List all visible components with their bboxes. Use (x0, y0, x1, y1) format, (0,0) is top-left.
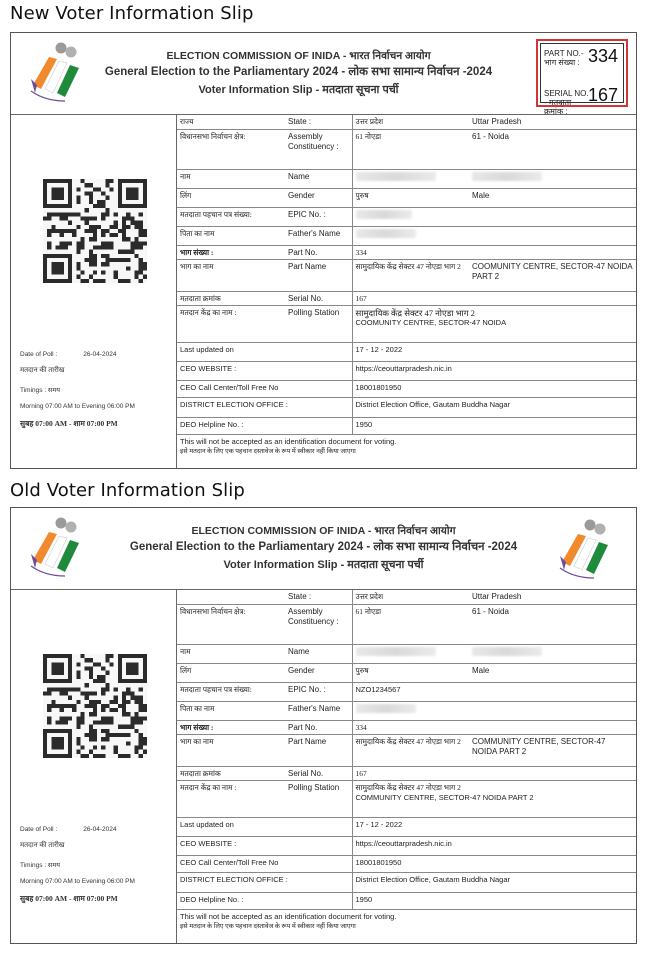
station-en-value: COOMUNITY CENTRE, SECTOR-47 NOIDA (355, 317, 507, 327)
state-en-value: Uttar Pradesh (469, 590, 636, 604)
part-name-en-value: COOMUNITY CENTRE, SECTOR-47 NOIDA PART 2 (469, 259, 636, 291)
state-en-label: State : (280, 590, 352, 604)
old-slip-heading: Old Voter Information Slip (10, 480, 245, 501)
updated-value: 17 - 12 - 2022 (352, 342, 636, 361)
row-helpline (177, 417, 636, 434)
constituency-hi-value: 61 नोएडा (352, 604, 469, 644)
epic-value-redacted (352, 207, 469, 226)
header-line-2: General Election to the Parliamentary 2024 - लोक सभा सामान्य निर्वाचन -2024 (129, 541, 518, 553)
station-en-value: COMMUNITY CENTRE, SECTOR-47 NOIDA PART 2 (355, 792, 534, 802)
row-polling-station (177, 780, 636, 817)
row-constituency (177, 604, 636, 644)
name-en-value-redacted (469, 169, 636, 188)
serial-row-value: 167 (352, 291, 469, 305)
gender-en-value: Male (469, 663, 636, 682)
epic-value: NZO1234567 (352, 682, 469, 701)
callcenter-label: CEO Call Center/Toll Free No (177, 380, 352, 397)
note-english: This will not be accepted as an identification document for voting. (180, 911, 397, 921)
new-slip-heading: New Voter Information Slip (10, 3, 254, 24)
gender-en-label: Gender (280, 188, 352, 207)
part-name-hi-value: सामुदायिक केंद्र सेक्टर 47 नोएडा भाग 2 (352, 259, 469, 291)
epic-en-label: EPIC No. : (280, 682, 352, 701)
date-of-poll-value: 26-04-2024 (83, 826, 117, 833)
voter-details-table (177, 115, 636, 458)
part-no-en-label: Part No. (280, 720, 352, 734)
row-district (177, 397, 636, 417)
district-label: DISTRICT ELECTION OFFICE : (177, 397, 352, 417)
helpline-label: DEO Helpline No. : (177, 417, 352, 434)
timings-english: Morning 07:00 AM to Evening 06:00 PM (20, 878, 135, 885)
left-panel (11, 590, 177, 943)
gender-hi-label: लिंग (177, 188, 280, 207)
row-epic (177, 682, 636, 701)
helpline-value: 1950 (352, 417, 636, 434)
part-name-en-label: Part Name (280, 259, 352, 291)
row-name (177, 644, 636, 663)
name-hi-value-redacted (352, 644, 469, 663)
name-en-value-redacted (469, 644, 636, 663)
father-value-redacted (352, 701, 469, 720)
header-line-1: ELECTION COMMISSION OF INIDA - भारत निर्वाचन आयोग (191, 525, 456, 537)
district-value: District Election Office, Gautam Buddha Nagar (352, 397, 636, 417)
row-helpline (177, 892, 636, 909)
state-hi-value: उत्तर प्रदेश (352, 590, 469, 604)
serial-row-value: 167 (352, 766, 469, 780)
header-line-3: Voter Information Slip - मतदाता सूचना पर्ची (223, 559, 424, 571)
row-father (177, 226, 636, 245)
updated-label: Last updated on (177, 817, 352, 836)
note-cell (177, 909, 636, 933)
row-note (177, 434, 636, 458)
row-part-name (177, 734, 636, 766)
name-hi-label: नाम (177, 169, 280, 188)
constituency-en-value: 61 - Noida (469, 129, 636, 169)
part-no-en-label: Part No. (280, 245, 352, 259)
part-no-row-value: 334 (352, 245, 469, 259)
constituency-en-label: Assembly Constituency : (280, 604, 352, 644)
note-english: This will not be accepted as an identification document for voting. (180, 436, 397, 446)
date-of-poll-hindi: मतदान की तारीख (20, 366, 65, 374)
serial-hi-label: मतदाता क्रमांक (177, 766, 280, 780)
row-website (177, 836, 636, 855)
website-label: CEO WEBSITE : (177, 361, 352, 380)
constituency-en-label: Assembly Constituency : (280, 129, 352, 169)
constituency-hi-label: विधानसभा निर्वाचन क्षेत्र: (177, 604, 280, 644)
row-district (177, 872, 636, 892)
gender-en-value: Male (469, 188, 636, 207)
epic-hi-label: मतदाता पहचान पत्र संख्या: (177, 207, 280, 226)
serial-en-label: Serial No. (280, 766, 352, 780)
row-state (177, 115, 636, 129)
old-voter-slip (10, 507, 637, 944)
row-updated (177, 817, 636, 836)
callcenter-value: 18001801950 (352, 380, 636, 397)
row-website (177, 361, 636, 380)
serial-en-label: Serial No. (280, 291, 352, 305)
helpline-value: 1950 (352, 892, 636, 909)
state-en-value: Uttar Pradesh (469, 115, 636, 129)
note-hindi: इसे मतदान के लिए एक पहचान दस्तावेज के रूप में स्वीकार नहीं किया जाएगा (180, 447, 356, 455)
note-hindi: इसे मतदान के लिए एक पहचान दस्तावेज के रूप में स्वीकार नहीं किया जाएगा (180, 922, 356, 930)
row-polling-station (177, 305, 636, 342)
constituency-en-value: 61 - Noida (469, 604, 636, 644)
district-label: DISTRICT ELECTION OFFICE : (177, 872, 352, 892)
date-of-poll-value: 26-04-2024 (83, 351, 117, 358)
gender-hi-label: लिंग (177, 663, 280, 682)
new-voter-slip (10, 32, 637, 469)
callcenter-label: CEO Call Center/Toll Free No (177, 855, 352, 872)
father-hi-label: पिता का नाम (177, 226, 280, 245)
row-part-no (177, 720, 636, 734)
callcenter-value: 18001801950 (352, 855, 636, 872)
name-hi-label: नाम (177, 644, 280, 663)
note-cell (177, 434, 636, 458)
part-no-label: PART NO.- भाग संख्या : (544, 49, 584, 67)
gender-hi-value: पुरुष (352, 663, 469, 682)
row-part-no (177, 245, 636, 259)
timings-label: Timings : समय (20, 387, 60, 394)
epic-hi-label: मतदाता पहचान पत्र संख्या: (177, 682, 280, 701)
part-name-en-value: COMMUNITY CENTRE, SECTOR-47 NOIDA PART 2 (469, 734, 636, 766)
gender-en-label: Gender (280, 663, 352, 682)
serial-no-label: SERIAL NO. - मतदाता क्रमांक : (544, 89, 589, 116)
father-en-label: Father's Name (280, 226, 352, 245)
row-updated (177, 342, 636, 361)
row-callcenter (177, 380, 636, 397)
header-line-2: General Election to the Parliamentary 2024 - लोक सभा सामान्य निर्वाचन -2024 (104, 66, 493, 78)
row-state (177, 590, 636, 604)
part-no-value: 334 (587, 46, 618, 66)
row-father (177, 701, 636, 720)
qr-code-icon (43, 654, 147, 758)
station-hi-label: मतदान केंद्र का नाम : (177, 305, 280, 342)
row-callcenter (177, 855, 636, 872)
helpline-label: DEO Helpline No. : (177, 892, 352, 909)
timings-english: Morning 07:00 AM to Evening 06:00 PM (20, 403, 135, 410)
slip-header (11, 508, 636, 590)
part-name-en-label: Part Name (280, 734, 352, 766)
part-name-hi-label: भाग का नाम (177, 734, 280, 766)
constituency-hi-label: विधानसभा निर्वाचन क्षेत्र: (177, 129, 280, 169)
header-line-3: Voter Information Slip - मतदाता सूचना पर्ची (198, 84, 399, 96)
gender-hi-value: पुरुष (352, 188, 469, 207)
station-en-label: Polling Station (280, 305, 352, 342)
station-en-label: Polling Station (280, 780, 352, 817)
updated-value: 17 - 12 - 2022 (352, 817, 636, 836)
header-line-1: ELECTION COMMISSION OF INIDA - भारत निर्वाचन आयोग (166, 50, 431, 62)
website-label: CEO WEBSITE : (177, 836, 352, 855)
state-en-label: State : (280, 115, 352, 129)
station-hi-value: सामुदायिक केंद्र सेक्टर 47 नोएडा भाग 2 (355, 782, 461, 792)
date-of-poll-label: Date of Poll : 26-04-2024 (20, 351, 117, 358)
state-hi-value: उत्तर प्रदेश (352, 115, 469, 129)
station-hi-value: सामुदायिक केंद्र सेक्टर 47 नोएडा भाग 2 (355, 307, 475, 318)
father-en-label: Father's Name (280, 701, 352, 720)
row-note (177, 909, 636, 933)
website-link[interactable]: https://ceouttarpradesh.nic.in (352, 361, 636, 380)
station-values (352, 305, 636, 342)
row-epic (177, 207, 636, 226)
timings-label: Timings : समय (20, 862, 60, 869)
website-link[interactable]: https://ceouttarpradesh.nic.in (352, 836, 636, 855)
serial-no-value: 167 (587, 85, 618, 105)
epic-en-label: EPIC No. : (280, 207, 352, 226)
part-name-hi-value: सामुदायिक केंद्र सेक्टर 47 नोएडा भाग 2 (352, 734, 469, 766)
part-name-hi-label: भाग का नाम (177, 259, 280, 291)
state-hi-label: राज्य (177, 115, 280, 129)
row-gender (177, 188, 636, 207)
date-of-poll-hindi: मतदान की तारीख (20, 841, 65, 849)
row-name (177, 169, 636, 188)
part-no-hi-label: भाग संख्या : (177, 720, 280, 734)
name-hi-value-redacted (352, 169, 469, 188)
row-serial (177, 766, 636, 780)
part-no-row-value: 334 (352, 720, 469, 734)
row-serial (177, 291, 636, 305)
left-panel (11, 115, 177, 468)
station-values (352, 780, 636, 817)
father-hi-label: पिता का नाम (177, 701, 280, 720)
timings-hindi: सुबह 07:00 AM - शाम 07:00 PM (20, 419, 118, 428)
slip-header (11, 33, 636, 115)
eci-logo-icon (556, 518, 618, 580)
serial-hi-label: मतदाता क्रमांक (177, 291, 280, 305)
row-gender (177, 663, 636, 682)
row-constituency (177, 129, 636, 169)
slip-header-text (71, 524, 576, 574)
updated-label: Last updated on (177, 342, 352, 361)
name-en-label: Name (280, 644, 352, 663)
qr-code-icon (43, 179, 147, 283)
row-part-name (177, 259, 636, 291)
station-hi-label: मतदान केंद्र का नाम : (177, 780, 280, 817)
voter-details-table (177, 590, 636, 933)
timings-hindi: सुबह 07:00 AM - शाम 07:00 PM (20, 894, 118, 903)
part-no-hi-label: भाग संख्या : (177, 245, 280, 259)
father-value-redacted (352, 226, 469, 245)
slip-header-text (71, 49, 526, 99)
name-en-label: Name (280, 169, 352, 188)
district-value: District Election Office, Gautam Buddha Nagar (352, 872, 636, 892)
part-serial-box (536, 39, 628, 116)
constituency-hi-value: 61 नोएडा (352, 129, 469, 169)
date-of-poll-label: Date of Poll : 26-04-2024 (20, 826, 117, 833)
